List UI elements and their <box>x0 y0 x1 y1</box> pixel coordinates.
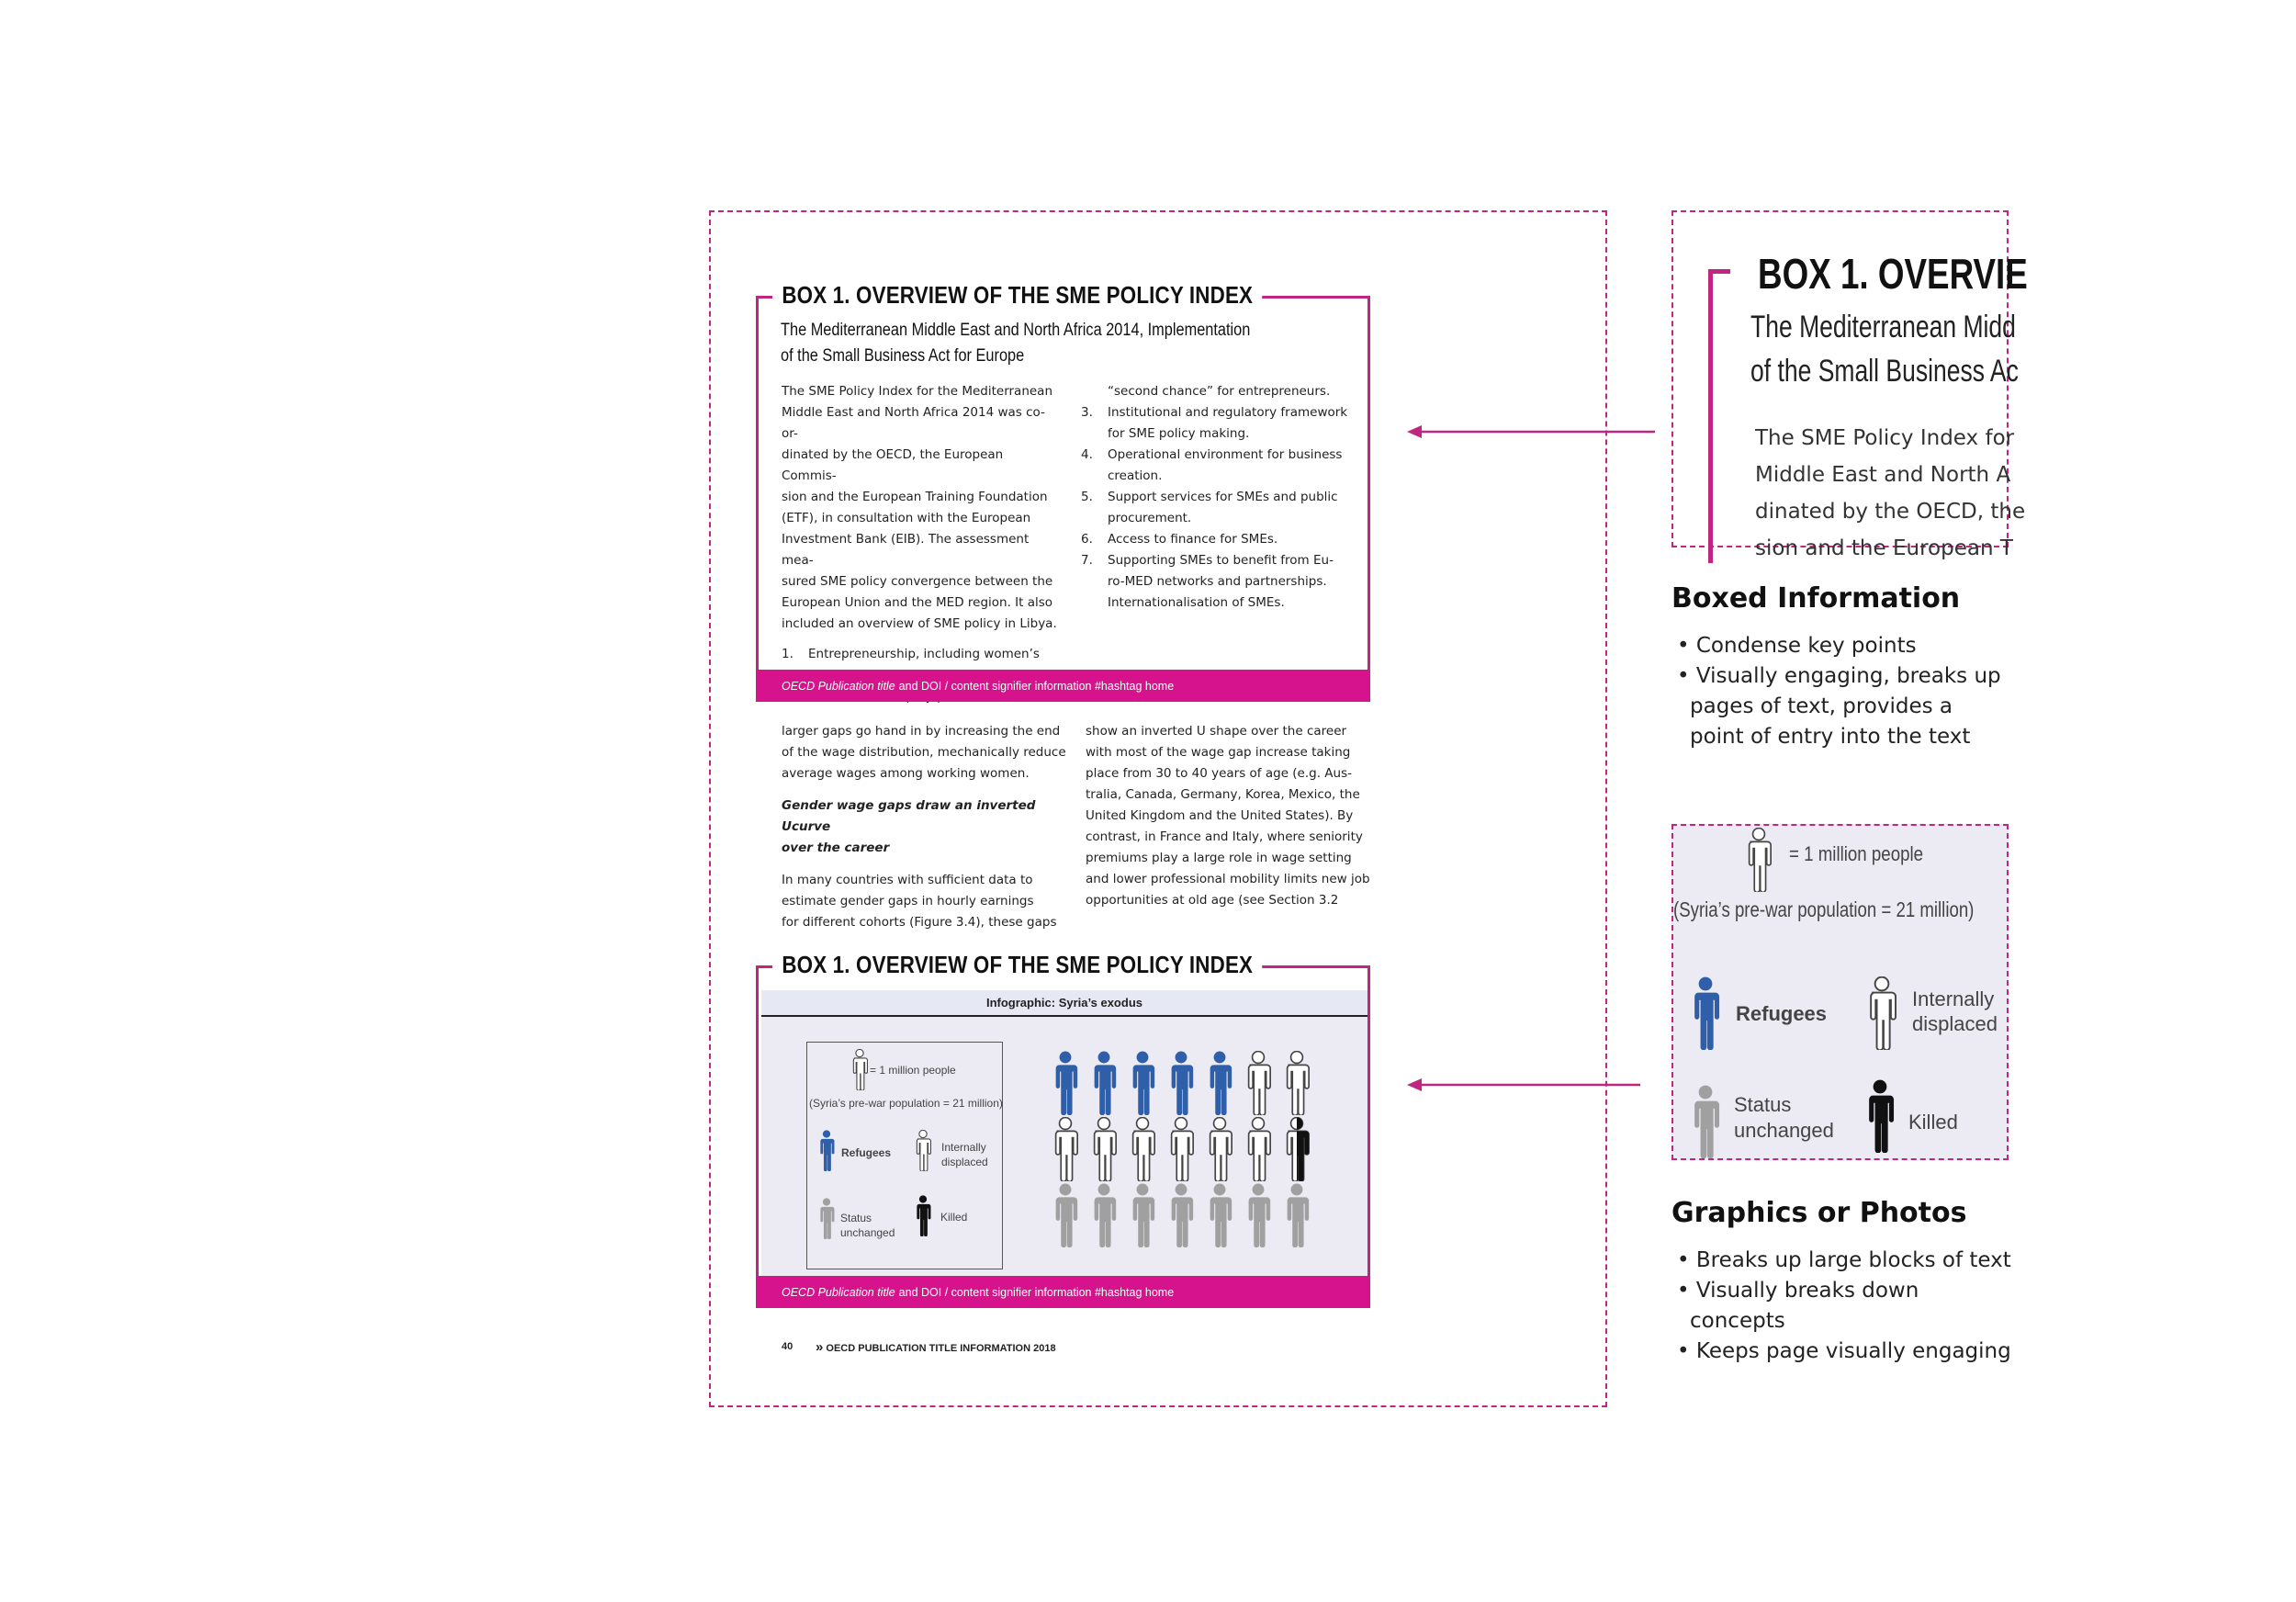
list-item: 5. Support services for SMEs and public procurement. <box>1081 490 1338 525</box>
pictogram-person <box>1281 1117 1312 1181</box>
page-number: 40 <box>782 1341 793 1352</box>
boxed-info-heading: Boxed Information <box>1671 582 1961 615</box>
legend-unit-icon <box>851 1049 868 1090</box>
zoom-box-subtitle-line2: of the Small Business Ac <box>1750 354 2019 389</box>
boxed-info-list <box>1671 631 2011 752</box>
pictogram-person <box>1281 1051 1312 1115</box>
box2-footer-bar: OECD Publication title and DOI / content signifier information #hashtag home <box>756 1276 1370 1308</box>
body-paragraph: show an inverted U shape over the career with most of the wage gap increase taking place from 30 to 40 years of age (e.g. Aus- tralia, Canada, Germany, Korea, Mexico, the United Kingdom and the United States). By contrast, in France and Italy, where seniority premiums play a large role in wage setting and lower professional mobility limits new job opportunities at old age (see Section 3.2 <box>1086 724 1370 908</box>
box1-subtitle-line2: of the Small Business Act for Europe <box>781 346 1025 366</box>
legend-unit: = 1 million people <box>870 1064 956 1077</box>
box1-title: BOX 1. OVERVIEW OF THE SME POLICY INDEX <box>772 281 1262 310</box>
box1-subtitle-line1: The Mediterranean Middle East and North Africa 2014, Implementation <box>781 321 1251 340</box>
zoom-status-icon <box>1690 1085 1721 1158</box>
box1-footer-bar: OECD Publication title and DOI / content signifier information #hashtag home <box>756 670 1370 702</box>
pictogram-person <box>1088 1183 1120 1247</box>
list-item: • Condense key points <box>1677 634 1917 658</box>
status-unchanged-icon <box>818 1198 835 1239</box>
list-item: 7. Supporting SMEs to benefit from Eu- ro-MED networks and partnerships. Internationalisation of SMEs. <box>1081 553 1334 610</box>
pictogram-person <box>1050 1117 1081 1181</box>
zoom-killed-icon <box>1864 1079 1896 1153</box>
pictogram-person <box>1281 1183 1312 1247</box>
zoom-refugees-label: Refugees <box>1736 1002 1828 1025</box>
zoom-box-callout <box>1671 210 2028 560</box>
zoom-status-label: Status unchanged <box>1734 1093 1834 1142</box>
pictogram-grid <box>1050 1051 1325 1258</box>
pictogram-person <box>1127 1117 1158 1181</box>
body-column-1 <box>782 721 1075 944</box>
pictogram-person <box>1204 1183 1235 1247</box>
legend-status-unchanged: Status unchanged <box>840 1212 895 1239</box>
zoom-box-subtitle-line1: The Mediterranean Midd <box>1750 310 2016 344</box>
pictogram-person <box>1050 1051 1081 1115</box>
legend-internally-displaced: Internally displaced <box>941 1141 988 1168</box>
list-item: • Visually breaks down concepts <box>1677 1279 1919 1333</box>
zoom-internally-icon <box>1866 976 1897 1050</box>
pictogram-person <box>1243 1117 1274 1181</box>
zoom-graphic-callout <box>1671 824 2009 1160</box>
pictogram-person <box>1088 1051 1120 1115</box>
legend-refugees: Refugees <box>841 1146 892 1159</box>
section-heading: Gender wage gaps draw an inverted Ucurve over the career <box>782 798 1036 855</box>
list-item: 1. Entrepreneurship, including women’s <box>782 647 1040 661</box>
zoom-internally-label: Internally displaced <box>1912 987 1998 1035</box>
internally-displaced-icon <box>915 1130 931 1171</box>
pictogram-person <box>1050 1183 1081 1247</box>
body-column-2 <box>1086 721 1379 922</box>
zoom-unit-icon <box>1745 828 1773 892</box>
pictogram-person <box>1204 1117 1235 1181</box>
pictogram-person <box>1088 1117 1120 1181</box>
pictogram-person <box>1127 1051 1158 1115</box>
pictogram-person <box>1165 1117 1197 1181</box>
pictogram-person <box>1243 1051 1274 1115</box>
list-item: 6. Access to finance for SMEs. <box>1081 532 1278 547</box>
footer-chevron-icon: » <box>816 1339 824 1355</box>
list-item: • Keeps page visually engaging <box>1677 1339 2011 1363</box>
pictogram-person <box>1243 1183 1274 1247</box>
list-item: • Breaks up large blocks of text <box>1677 1248 2011 1272</box>
box1-left-paragraph: The SME Policy Index for the Mediterranean Middle East and North Africa 2014 was co-or- dinated by the OECD, the European Commis- sion and the European Training Foundation (ETF), in consultation with the European Investment Bank (EIB). The assessment mea- sured SME policy convergence between the European Union and the MED region. It also included an overview of SME policy in Libya. <box>782 384 1057 631</box>
zoom-unit-label: = 1 million people <box>1789 842 1924 865</box>
pictogram-person <box>1165 1051 1197 1115</box>
pictogram-person <box>1165 1183 1197 1247</box>
pictogram-person <box>1127 1183 1158 1247</box>
list-item: 3. Institutional and regulatory framework for SME policy making. <box>1081 405 1348 441</box>
refugees-icon <box>818 1130 835 1171</box>
running-footer: » OECD PUBLICATION TITLE INFORMATION 2018 <box>816 1339 1056 1355</box>
list-item: 4. Operational environment for business creation. <box>1081 447 1343 483</box>
zoom-box-body: The SME Policy Index for Middle East and North A dinated by the OECD, the sion and the European T <box>1755 426 2026 560</box>
list-item: “second chance” for entrepreneurs. <box>1108 384 1331 399</box>
legend-killed: Killed <box>940 1211 968 1224</box>
zoom-box-title: BOX 1. OVERVIE <box>1758 250 2028 298</box>
pictogram-person <box>1204 1051 1235 1115</box>
zoom-killed-label: Killed <box>1908 1111 1958 1134</box>
arrow-to-graphic <box>1405 1074 1646 1096</box>
box2-title: BOX 1. OVERVIEW OF THE SME POLICY INDEX <box>772 951 1262 979</box>
legend-population: (Syria’s pre-war population = 21 million) <box>809 1097 1003 1110</box>
body-paragraph: In many countries with sufficient data to estimate gender gaps in hourly earnings for different cohorts (Figure 3.4), these gaps <box>782 873 1057 930</box>
graphics-info-list <box>1671 1246 2020 1367</box>
killed-icon <box>915 1195 931 1236</box>
list-item: • Visually engaging, breaks up pages of text, provides a point of entry into the text <box>1677 664 2001 749</box>
infographic-title: Infographic: Syria’s exodus <box>761 990 1367 1015</box>
document-page <box>709 210 1607 1407</box>
zoom-population-label: (Syria’s pre-war population = 21 million) <box>1673 897 1975 921</box>
body-paragraph: larger gaps go hand in by increasing the end of the wage distribution, mechanically reduce average wages among working women. <box>782 724 1066 781</box>
arrow-to-box <box>1405 421 1662 443</box>
box1-left-column <box>782 381 1057 707</box>
box1-right-column <box>1081 381 1366 614</box>
zoom-refugees-icon <box>1690 976 1721 1050</box>
graphics-info-heading: Graphics or Photos <box>1671 1197 1967 1229</box>
